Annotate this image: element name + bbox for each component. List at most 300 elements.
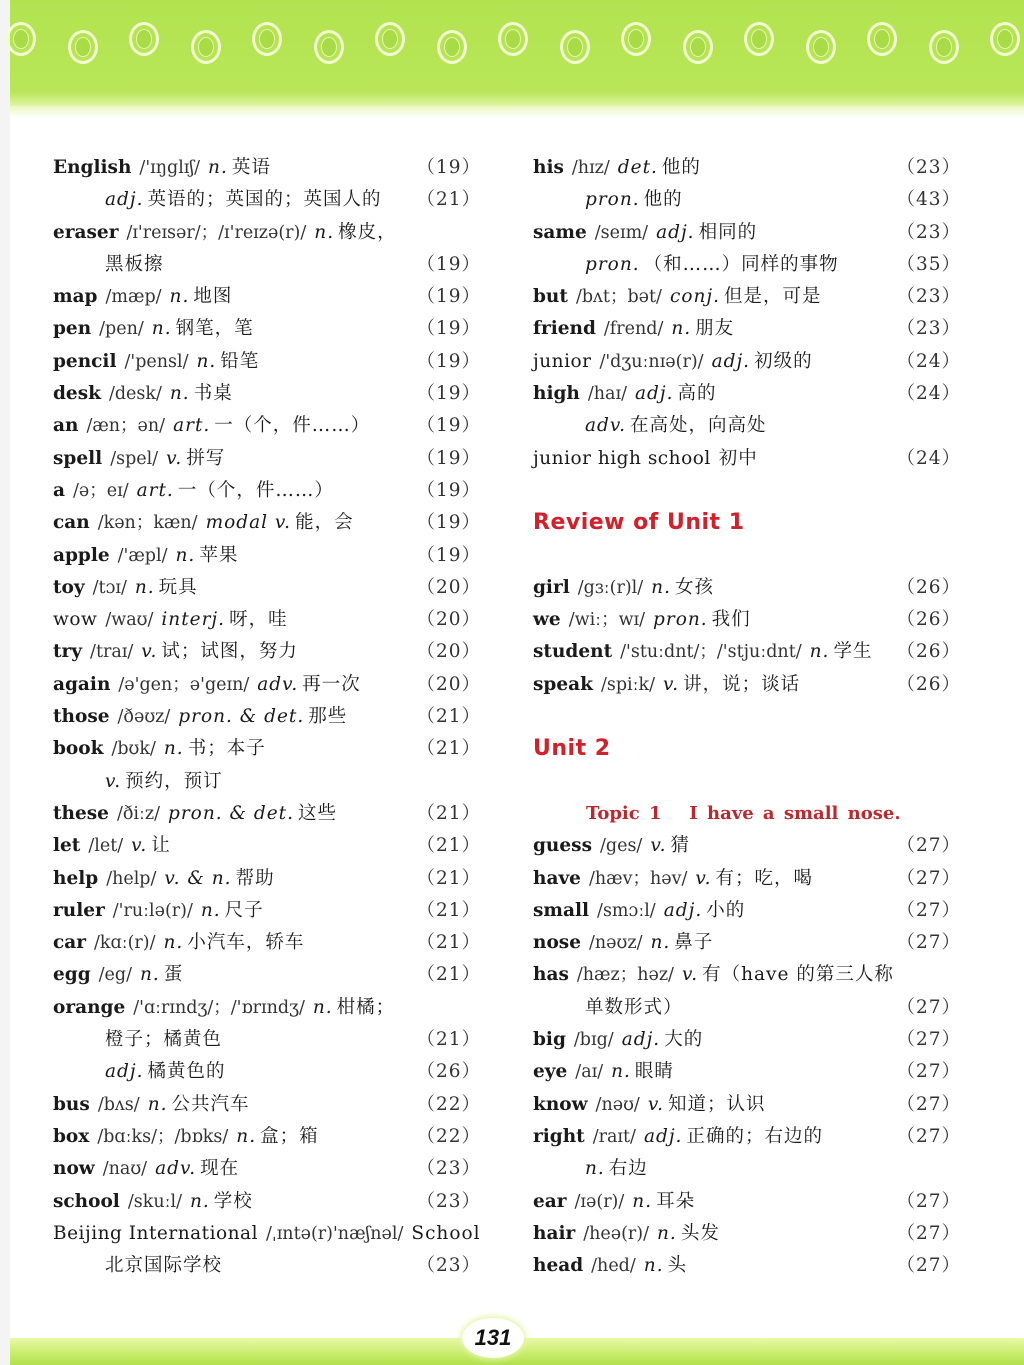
part-of-speech: det.: [617, 157, 658, 178]
page-ref: （26）: [896, 641, 961, 663]
phonetic: /'ruːlə(r)/: [112, 900, 193, 921]
part-of-speech: n.: [140, 964, 160, 986]
vocab-entry: [53, 475, 481, 507]
definition: 正确的；右边的: [686, 1125, 823, 1147]
vocab-entry: [533, 184, 961, 216]
page-edge: [0, 0, 10, 1365]
part-of-speech: n.: [809, 641, 830, 663]
part-of-speech: interj.: [161, 609, 226, 631]
page-ref: （24）: [896, 350, 961, 372]
part-of-speech: n.: [312, 996, 333, 1018]
vocab-entry: [53, 1056, 481, 1088]
phonetic: /'dʒuːnɪə(r)/: [599, 351, 704, 372]
phonetic: /bɪg/: [573, 1030, 614, 1051]
page-ref: （23）: [896, 157, 961, 178]
part-of-speech: v.: [681, 964, 699, 986]
vocab-column-left: [53, 152, 481, 1282]
headword: now: [53, 1158, 95, 1180]
definition: 橡皮，: [338, 221, 397, 243]
phonetic: /hed/: [591, 1256, 636, 1277]
part-of-speech: v.: [663, 673, 680, 695]
page-ref: （21）: [416, 189, 481, 211]
vocab-entry: [53, 733, 481, 765]
vocab-entry: [53, 378, 481, 410]
definition: School: [411, 1222, 481, 1244]
vocab-entry: [53, 927, 481, 959]
vocab-entry: [53, 895, 481, 927]
vocab-entry: [53, 540, 481, 572]
definition: 有（have 的第三人称: [702, 964, 894, 986]
page-ref: （19）: [416, 512, 481, 534]
vocab-entry: [53, 669, 481, 701]
vocab-entry: [53, 830, 481, 862]
part-of-speech: n.: [175, 544, 196, 566]
vocab-entry: [533, 959, 961, 991]
headword: these: [53, 802, 109, 824]
headword: pen: [53, 318, 92, 340]
page-ref: （19）: [416, 253, 481, 275]
headword: those: [53, 706, 110, 728]
part-of-speech: conj.: [669, 286, 720, 308]
page-ref: （20）: [416, 576, 481, 598]
phonetic: /spel/: [110, 448, 159, 469]
vocab-entry: [533, 217, 961, 249]
headword: head: [533, 1255, 584, 1277]
headword: girl: [533, 576, 570, 598]
phonetic: /pen/: [99, 319, 144, 340]
page-ref: （27）: [896, 1061, 961, 1083]
headword: hair: [533, 1222, 576, 1244]
vocab-entry: [53, 1250, 481, 1282]
headword-plain: Beijing International: [53, 1222, 258, 1244]
definition: 蛋: [163, 964, 184, 986]
part-of-speech: n.: [671, 318, 692, 340]
part-of-speech: v.: [647, 1093, 664, 1115]
page-ref: （19）: [416, 479, 481, 501]
vocab-entry: [533, 636, 961, 668]
definition: 眼睛: [634, 1061, 674, 1083]
phonetic: /spiːk/: [600, 674, 656, 695]
phonetic: /seɪm/: [594, 222, 649, 243]
definition: 书桌: [193, 383, 233, 405]
decorative-header-band: [10, 0, 1024, 108]
vocab-block-review: [533, 572, 961, 701]
page-ref: （21）: [416, 932, 481, 954]
definition: 公共汽车: [171, 1093, 250, 1115]
definition: 预约，预订: [125, 770, 223, 792]
page-ref: （22）: [416, 1125, 481, 1147]
phonetic: /hæv；həv/: [588, 868, 688, 889]
page-ref: （23）: [896, 286, 961, 308]
vocab-entry: [533, 313, 961, 345]
page-number: 131: [462, 1318, 524, 1358]
ring-ornament: [6, 22, 36, 56]
vocab-entry: [533, 604, 961, 636]
definition: 柑橘；: [336, 996, 396, 1018]
headword: high: [533, 383, 580, 405]
part-of-speech: n.: [151, 318, 172, 340]
vocab-entry: [53, 1121, 481, 1153]
headword-plain: junior: [533, 350, 592, 372]
part-of-speech: adj.: [656, 221, 695, 243]
definition: 女孩: [674, 576, 714, 598]
vocab-entry: [53, 572, 481, 604]
part-of-speech: n.: [189, 1190, 210, 1212]
definition: 讲，说；谈话: [683, 673, 801, 695]
page-ref: （23）: [896, 221, 961, 243]
part-of-speech: adv.: [155, 1158, 197, 1180]
vocab-entry: [533, 927, 961, 959]
definition: 苹果: [199, 544, 239, 566]
phonetic: /ˌɪntə(r)'næʃnəl/: [266, 1223, 404, 1244]
page-ref: （20）: [416, 673, 481, 695]
definition: 再一次: [302, 673, 361, 695]
headword: ruler: [53, 899, 105, 921]
page-ref: （19）: [416, 544, 481, 566]
vocab-block-topic1: [533, 830, 961, 1282]
definition: 玩具: [158, 576, 198, 598]
part-of-speech: n.: [651, 576, 671, 598]
headword-plain: wow: [53, 609, 98, 631]
headword: same: [533, 221, 587, 243]
vocab-entry: [533, 1024, 961, 1056]
part-of-speech: pron.: [585, 253, 640, 275]
headword: big: [533, 1029, 566, 1051]
headword: school: [53, 1190, 120, 1212]
page-ref: （22）: [416, 1093, 481, 1115]
part-of-speech: v.: [141, 641, 158, 663]
vocab-entry: [53, 798, 481, 830]
part-of-speech: adj.: [105, 189, 144, 211]
phonetic: /waʊ/: [105, 610, 154, 631]
headword: have: [533, 867, 581, 889]
definition: （和……）同样的事物: [643, 253, 839, 275]
phonetic: /ðəʊz/: [117, 707, 171, 728]
definition: 铅笔: [220, 350, 260, 372]
phonetic: /let/: [88, 836, 124, 857]
part-of-speech: adj.: [105, 1061, 144, 1083]
phonetic: /bʊk/: [111, 739, 156, 760]
headword: let: [53, 835, 81, 857]
vocab-entry: [53, 281, 481, 313]
vocab-entry: [533, 1089, 961, 1121]
page-ref: （26）: [896, 576, 961, 598]
definition: 鼻子: [674, 932, 714, 954]
part-of-speech: n.: [196, 350, 217, 372]
headword: pencil: [53, 350, 117, 372]
part-of-speech: art.: [136, 479, 174, 501]
vocab-entry: [53, 992, 481, 1024]
page-ref: （23）: [416, 1158, 481, 1180]
phonetic: /ə；eɪ/: [73, 480, 129, 501]
vocab-entry: [533, 830, 961, 862]
definition: 北京国际学校: [105, 1255, 223, 1277]
phonetic: /naʊ/: [102, 1159, 148, 1180]
definition: 有；吃，喝: [715, 867, 814, 889]
part-of-speech: pron. & det.: [168, 802, 294, 824]
vocab-entry: [53, 1024, 481, 1056]
vocab-entry: [53, 1153, 481, 1185]
definition: 帮助: [235, 867, 275, 889]
vocab-entry: [53, 152, 481, 184]
definition: 盒；箱: [260, 1125, 319, 1147]
phonetic: /frend/: [603, 319, 664, 340]
vocab-entry: [533, 1218, 961, 1250]
headword: his: [533, 157, 564, 178]
definition: 朋友: [695, 318, 735, 340]
headword: map: [53, 286, 98, 308]
headword: box: [53, 1125, 90, 1147]
part-of-speech: n.: [134, 576, 155, 598]
vocab-entry: [533, 1186, 961, 1218]
headword: has: [533, 964, 569, 986]
vocab-entry: [53, 443, 481, 475]
headword: eraser: [53, 221, 119, 243]
page-ref: （19）: [416, 415, 481, 437]
definition: 猜: [670, 835, 690, 857]
page-ref: （27）: [896, 932, 961, 954]
definition: 这些: [297, 802, 337, 824]
phonetic: /skuːl/: [127, 1191, 182, 1212]
headword: small: [533, 899, 590, 921]
page-ref: （21）: [416, 899, 481, 921]
headword: right: [533, 1125, 585, 1147]
page-ref: （27）: [896, 835, 961, 857]
part-of-speech: pron.: [653, 609, 708, 631]
headword: speak: [533, 673, 593, 695]
vocab-entry: [53, 1186, 481, 1218]
headword-plain: junior high school: [533, 447, 711, 469]
ring-ornament: [867, 22, 897, 56]
phonetic: /nəʊ/: [595, 1094, 640, 1115]
ring-ornament: [498, 22, 528, 56]
headword: car: [53, 932, 86, 954]
definition: 呀，哇: [229, 609, 288, 631]
page-ref: （27）: [896, 899, 961, 921]
part-of-speech: n.: [657, 1222, 677, 1244]
page-ref: （27）: [896, 867, 961, 889]
part-of-speech: pron. & det.: [178, 706, 305, 728]
phonetic: /kən；kæn/: [97, 513, 198, 534]
ring-ornament: [929, 30, 959, 64]
part-of-speech: v.: [105, 770, 122, 792]
page-ref: （43）: [896, 189, 961, 211]
part-of-speech: adj.: [643, 1125, 683, 1147]
definition: 一（个，件……）: [214, 415, 371, 437]
page-ref: （23）: [896, 318, 961, 340]
vocab-entry: [533, 378, 961, 410]
vocab-entry: [53, 217, 481, 249]
definition: 知道；认识: [667, 1093, 766, 1115]
definition: 初级的: [754, 350, 813, 372]
definition: 现在: [200, 1158, 240, 1180]
vocab-entry: [533, 1121, 961, 1153]
definition: 试；试图，努力: [161, 641, 298, 663]
vocab-entry: [533, 669, 961, 701]
part-of-speech: v.: [131, 835, 148, 857]
headword: friend: [533, 318, 596, 340]
phonetic: /'pensl/: [124, 351, 189, 372]
headword: apple: [53, 544, 110, 566]
definition: 头: [667, 1255, 688, 1277]
page-ref: （27）: [896, 996, 961, 1018]
vocab-entry: [533, 281, 961, 313]
vocab-block-unit1: [533, 152, 961, 475]
vocab-entry: [53, 863, 481, 895]
page-ref: （21）: [416, 835, 481, 857]
phonetic: /heə(r)/: [583, 1223, 650, 1244]
headword: but: [533, 286, 568, 308]
phonetic: /ɪə(r)/: [574, 1191, 625, 1212]
page-ref: （19）: [416, 447, 481, 469]
phonetic: /'stuːdnt/；/'stjuːdnt/: [620, 642, 802, 663]
page-ref: （21）: [416, 802, 481, 824]
page-ref: （27）: [896, 1255, 961, 1277]
vocab-column-right: [533, 152, 961, 1282]
phonetic: /ə'gen；ə'geɪn/: [118, 674, 250, 695]
phonetic: /haɪ/: [587, 384, 627, 405]
part-of-speech: adj.: [634, 383, 674, 405]
page-ref: （27）: [896, 1222, 961, 1244]
definition: 黑板擦: [105, 253, 164, 275]
ring-ornament: [806, 30, 836, 64]
section-heading-review-unit1: Review of Unit 1: [533, 509, 745, 535]
page-ref: （23）: [416, 1255, 481, 1277]
part-of-speech: n.: [208, 157, 228, 178]
headword: orange: [53, 996, 126, 1018]
headword: book: [53, 738, 104, 760]
definition: 他的: [643, 189, 683, 211]
vocab-entry: [533, 1153, 961, 1185]
vocab-entry: [533, 895, 961, 927]
phonetic: /desk/: [108, 384, 162, 405]
page-ref: （24）: [896, 447, 961, 469]
headword: eye: [533, 1061, 568, 1083]
headword: desk: [53, 383, 101, 405]
headword: nose: [533, 932, 581, 954]
part-of-speech: v.: [650, 835, 667, 857]
definition: 橘黄色的: [147, 1061, 226, 1083]
ring-ornament: [437, 30, 467, 64]
phonetic: /hɪz/: [571, 158, 610, 178]
page-ref: （27）: [896, 1029, 961, 1051]
vocab-entry: [53, 410, 481, 442]
part-of-speech: adv.: [585, 415, 627, 437]
phonetic: /help/: [106, 868, 157, 889]
page-ref: （24）: [896, 383, 961, 405]
phonetic: /bʌs/: [97, 1094, 140, 1115]
vocab-entry: [53, 701, 481, 733]
definition: 高的: [677, 383, 717, 405]
page-ref: （26）: [896, 609, 961, 631]
ring-ornament: [252, 22, 282, 56]
headword: spell: [53, 447, 103, 469]
phonetic: /nəʊz/: [588, 933, 643, 954]
page-ref: （35）: [896, 253, 961, 275]
phonetic: /'ɑːrɪndʒ/；/'ɒrɪndʒ/: [133, 997, 305, 1018]
ring-ornament: [560, 30, 590, 64]
part-of-speech: adv.: [257, 673, 299, 695]
phonetic: /'ɪŋglɪʃ/: [139, 158, 201, 178]
vocab-entry: [53, 1089, 481, 1121]
part-of-speech: n.: [163, 738, 184, 760]
page-ref: （26）: [896, 673, 961, 695]
vocab-entry: [533, 572, 961, 604]
vocab-entry: [533, 152, 961, 184]
phonetic: /hæz；həz/: [576, 965, 674, 986]
page-ref: （21）: [416, 1029, 481, 1051]
definition: 一（个，件……）: [177, 479, 334, 501]
vocab-entry: [53, 604, 481, 636]
page-ref: （27）: [896, 1093, 961, 1115]
page-ref: （21）: [416, 706, 481, 728]
part-of-speech: n.: [314, 221, 335, 243]
ring-ornament: [129, 22, 159, 56]
part-of-speech: modal v.: [205, 512, 292, 534]
page-ref: （19）: [416, 157, 481, 178]
page-ref: （20）: [416, 609, 481, 631]
vocab-entry: [53, 507, 481, 539]
vocab-entry: [533, 346, 961, 378]
definition: 书；本子: [187, 738, 266, 760]
headword: egg: [53, 964, 91, 986]
definition: 右边: [608, 1158, 648, 1180]
part-of-speech: n.: [236, 1125, 257, 1147]
part-of-speech: n.: [169, 383, 190, 405]
definition: 钢笔，笔: [175, 318, 254, 340]
phonetic: /mæp/: [105, 287, 162, 308]
headword: try: [53, 641, 83, 663]
phonetic: /ges/: [600, 836, 643, 857]
definition: 拼写: [186, 447, 226, 469]
page-ref: （19）: [416, 383, 481, 405]
part-of-speech: n.: [147, 1093, 168, 1115]
headword: English: [53, 157, 132, 178]
phonetic: /gɜː(r)l/: [577, 577, 644, 598]
phonetic: /smɔːl/: [597, 900, 656, 921]
ring-ornament: [191, 30, 221, 64]
phonetic: /ɪ'reɪsər/；/ɪ'reɪzə(r)/: [126, 222, 307, 243]
page-ref: （21）: [416, 867, 481, 889]
part-of-speech: pron.: [585, 189, 640, 211]
vocab-entry: [53, 636, 481, 668]
definition: 那些: [308, 706, 348, 728]
part-of-speech: adj.: [711, 350, 751, 372]
part-of-speech: n.: [650, 932, 671, 954]
ring-ornament: [68, 30, 98, 64]
headword: bus: [53, 1093, 90, 1115]
part-of-speech: adj.: [621, 1029, 661, 1051]
headword: again: [53, 673, 111, 695]
definition: 耳朵: [656, 1190, 696, 1212]
definition: 英语: [231, 157, 271, 178]
topic-heading: Topic 1 I have a small nose.: [586, 802, 901, 824]
vocab-entry: [533, 249, 961, 281]
page-ref: （20）: [416, 641, 481, 663]
part-of-speech: v.: [166, 447, 183, 469]
part-of-speech: v. & n.: [164, 867, 232, 889]
section-heading-unit2: Unit 2: [533, 736, 611, 762]
vocab-entry: [53, 959, 481, 991]
vocab-entry: [533, 863, 961, 895]
vocab-entry: [53, 184, 481, 216]
ring-ornament: [621, 22, 651, 56]
vocab-entry: [533, 1250, 961, 1282]
definition: 大的: [664, 1029, 704, 1051]
phonetic: /'æpl/: [117, 545, 168, 566]
definition: 地图: [193, 286, 233, 308]
part-of-speech: n.: [169, 286, 190, 308]
